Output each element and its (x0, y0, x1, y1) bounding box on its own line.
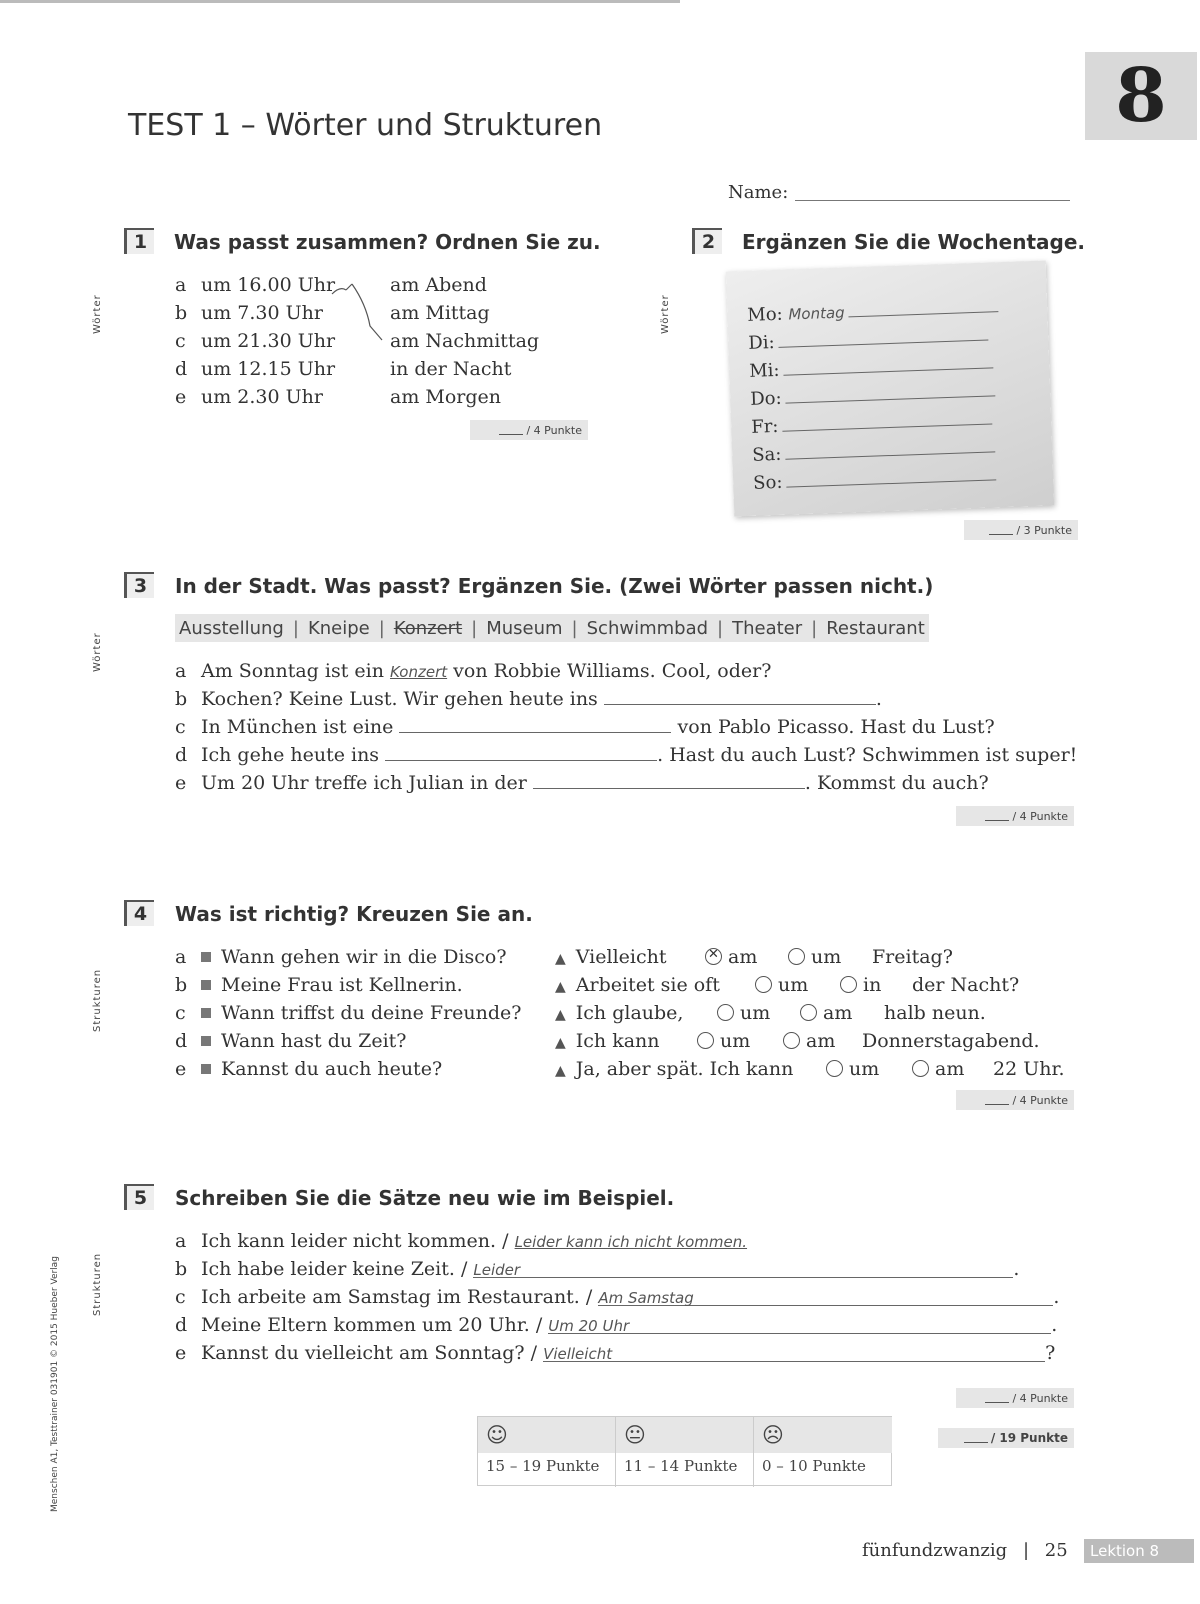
word-schwimmbad: Schwimmbad (586, 617, 709, 639)
task2-points: / 3 Punkte (964, 520, 1078, 540)
speaker-square-icon (201, 1036, 211, 1046)
task3-sentence-c: c In München ist eine von Pablo Picasso. Hast du Lust? (175, 716, 995, 738)
task5-answer-e[interactable]: Vielleicht (543, 1345, 1045, 1362)
copyright-note: Menschen A1, Testtrainer 031901 © 2015 Hueber Verlag (50, 1256, 60, 1512)
task5-row-c: c Ich arbeite am Samstag im Restaurant. / Am Samstag . (175, 1286, 1060, 1308)
task1-right-2[interactable]: am Mittag (390, 302, 490, 324)
task1-heading: Was passt zusammen? Ordnen Sie zu. (174, 230, 601, 254)
task3-sentence-a: a Am Sonntag ist ein Konzert von Robbie Williams. Cool, oder? (175, 660, 772, 682)
task3-sentence-b: b Kochen? Keine Lust. Wir gehen heute ins . (175, 688, 882, 710)
task5-row-e: e Kannst du vielleicht am Sonntag? / Vielleicht ? (175, 1342, 1056, 1364)
task3-heading: In der Stadt. Was passt? Ergänzen Sie. (Zwei Wörter passen nicht.) (175, 574, 934, 598)
smiley-sad-icon: ☹ (754, 1417, 892, 1453)
task1-points: / 4 Punkte (470, 420, 588, 440)
task4-a-opt2[interactable]: um (788, 946, 841, 968)
radio-circle-icon[interactable] (826, 1060, 843, 1077)
word-kneipe: Kneipe (307, 617, 370, 639)
task4-answer-b: ▲ Arbeitet sie oft (555, 974, 720, 996)
task4-c-opt1[interactable]: um (717, 1002, 770, 1024)
note-row-mo[interactable]: Mo: Montag (747, 296, 999, 326)
task1-right-3[interactable]: am Nachmittag (390, 330, 540, 352)
task4-a-end: Freitag? (872, 946, 953, 968)
note-row-so[interactable]: So: (753, 464, 997, 493)
page-footer: fünfundzwanzig | 25 (862, 1540, 1068, 1561)
radio-circle-icon[interactable] (697, 1032, 714, 1049)
task5-answer-a[interactable]: Leider kann ich nicht kommen. (514, 1233, 748, 1251)
task5-heading: Schreiben Sie die Sätze neu wie im Beispiel. (175, 1186, 675, 1210)
task5-points: / 4 Punkte (956, 1388, 1074, 1408)
side-label-strukturen-1: Strukturen (92, 968, 103, 1032)
radio-circle-icon[interactable] (800, 1004, 817, 1021)
speaker-triangle-icon: ▲ (555, 951, 566, 967)
note-row-do[interactable]: Do: (750, 380, 996, 410)
task5-number: 5 (124, 1184, 154, 1210)
task4-e-end: 22 Uhr. (993, 1058, 1065, 1080)
task1-left-d[interactable]: d um 12.15 Uhr (175, 358, 336, 380)
task1-left-e[interactable]: e um 2.30 Uhr (175, 386, 323, 408)
task4-question-a: a Wann gehen wir in die Disco? (175, 946, 507, 968)
page-title: TEST 1 – Wörter und Strukturen (128, 108, 603, 143)
radio-circle-icon[interactable] (783, 1032, 800, 1049)
top-rule (0, 0, 680, 3)
side-label-woerter-3: Wörter (92, 632, 103, 672)
word-theater: Theater (732, 617, 803, 639)
speaker-square-icon (201, 1064, 211, 1074)
task3-blank-e[interactable] (533, 772, 805, 789)
task3-blank-d[interactable] (385, 744, 657, 761)
task4-d-end: Donnerstagabend. (862, 1030, 1040, 1052)
side-label-woerter-2: Wörter (660, 294, 671, 334)
task1-number: 1 (124, 228, 154, 254)
task4-b-opt1[interactable]: um (755, 974, 808, 996)
chapter-number: 8 (1085, 52, 1197, 140)
checked-circle-icon[interactable] (705, 948, 722, 965)
score-band-mid: 😐 11 – 14 Punkte (616, 1417, 754, 1487)
task5-answer-d[interactable]: Um 20 Uhr (548, 1317, 1051, 1334)
task5-row-a: a Ich kann leider nicht kommen. / Leider kann ich nicht kommen. (175, 1230, 748, 1252)
task4-answer-e: ▲ Ja, aber spät. Ich kann (555, 1058, 794, 1080)
task1-right-5[interactable]: am Morgen (390, 386, 502, 408)
word-ausstellung: Ausstellung (179, 617, 284, 639)
task2-heading: Ergänzen Sie die Wochentage. (742, 230, 1085, 254)
task3-sentence-d: d Ich gehe heute ins . Hast du auch Lust? Schwimmen ist super! (175, 744, 1078, 766)
note-row-sa[interactable]: Sa: (752, 436, 996, 465)
task4-e-opt2[interactable]: am (912, 1058, 964, 1080)
speaker-square-icon (201, 1008, 211, 1018)
total-points: / 19 Punkte (938, 1428, 1074, 1448)
task2-number: 2 (692, 228, 722, 254)
task3-answer-a[interactable]: Konzert (389, 663, 448, 681)
task4-c-end: halb neun. (884, 1002, 986, 1024)
task4-answer-c: ▲ Ich glaube, (555, 1002, 684, 1024)
speaker-triangle-icon: ▲ (555, 979, 566, 995)
speaker-triangle-icon: ▲ (555, 1035, 566, 1051)
task1-right-1[interactable]: am Abend (390, 274, 487, 296)
word-restaurant: Restaurant (826, 617, 925, 639)
task5-answer-b[interactable]: Leider (473, 1261, 1013, 1278)
task3-word-box: Ausstellung | Kneipe | Konzert | Museum | Schwimmbad | Theater | Restaurant (175, 614, 929, 642)
note-row-di[interactable]: Di: (748, 325, 989, 354)
radio-circle-icon[interactable] (912, 1060, 929, 1077)
speaker-triangle-icon: ▲ (555, 1007, 566, 1023)
task4-heading: Was ist richtig? Kreuzen Sie an. (175, 902, 533, 926)
task4-question-e: e Kannst du auch heute? (175, 1058, 443, 1080)
task4-b-opt2[interactable]: in (840, 974, 881, 996)
task4-answer-d: ▲ Ich kann (555, 1030, 660, 1052)
score-band-high: ☺ 15 – 19 Punkte (478, 1417, 616, 1487)
task4-d-opt1[interactable]: um (697, 1030, 750, 1052)
smiley-neutral-icon: 😐 (616, 1417, 753, 1453)
score-table (477, 1416, 892, 1486)
note-row-mi[interactable]: Mi: (749, 352, 994, 382)
task5-row-d: d Meine Eltern kommen um 20 Uhr. / Um 20 Uhr . (175, 1314, 1058, 1336)
task4-b-end: der Nacht? (912, 974, 1020, 996)
weekday-note (726, 260, 1054, 516)
task4-e-opt1[interactable]: um (826, 1058, 879, 1080)
task4-points: / 4 Punkte (956, 1090, 1074, 1110)
speaker-square-icon (201, 980, 211, 990)
name-field[interactable] (795, 200, 1070, 201)
task4-answer-a: ▲ Vielleicht (555, 946, 667, 968)
note-row-fr[interactable]: Fr: (751, 408, 993, 437)
task1-left-b[interactable]: b um 7.30 Uhr (175, 302, 323, 324)
task1-left-a[interactable]: a um 16.00 Uhr (175, 274, 336, 296)
task3-blank-b[interactable] (604, 688, 876, 705)
radio-circle-icon[interactable] (717, 1004, 734, 1021)
task1-left-c[interactable]: c um 21.30 Uhr (175, 330, 336, 352)
speaker-triangle-icon: ▲ (555, 1063, 566, 1079)
task3-number: 3 (124, 572, 154, 598)
task1-match-line (330, 282, 398, 352)
radio-circle-icon[interactable] (788, 948, 805, 965)
lektion-badge: Lektion 8 (1084, 1539, 1194, 1563)
task4-question-d: d Wann hast du Zeit? (175, 1030, 407, 1052)
name-label: Name: (728, 182, 789, 203)
speaker-square-icon (201, 952, 211, 962)
radio-circle-icon[interactable] (755, 976, 772, 993)
task4-c-opt2[interactable]: am (800, 1002, 852, 1024)
task4-a-opt1[interactable]: ✕ am (705, 946, 757, 968)
side-label-strukturen-2: Strukturen (92, 1252, 103, 1316)
word-konzert: Konzert (393, 617, 463, 639)
radio-circle-icon[interactable] (840, 976, 857, 993)
task1-right-4[interactable]: in der Nacht (390, 358, 512, 380)
task5-row-b: b Ich habe leider keine Zeit. / Leider . (175, 1258, 1020, 1280)
page-number: 25 (1044, 1540, 1068, 1561)
task3-points: / 4 Punkte (956, 806, 1074, 826)
task4-question-c: c Wann triffst du deine Freunde? (175, 1002, 522, 1024)
task4-d-opt2[interactable]: am (783, 1030, 835, 1052)
task5-answer-c[interactable]: Am Samstag (598, 1289, 1053, 1306)
task4-number: 4 (124, 900, 154, 926)
smiley-happy-icon: ☺ (478, 1417, 615, 1453)
task3-blank-c[interactable] (399, 716, 671, 733)
task3-sentence-e: e Um 20 Uhr treffe ich Julian in der . Kommst du auch? (175, 772, 989, 794)
score-band-low: ☹ 0 – 10 Punkte (754, 1417, 892, 1487)
side-label-woerter-1: Wörter (92, 294, 103, 334)
word-museum: Museum (486, 617, 563, 639)
task4-question-b: b Meine Frau ist Kellnerin. (175, 974, 463, 996)
